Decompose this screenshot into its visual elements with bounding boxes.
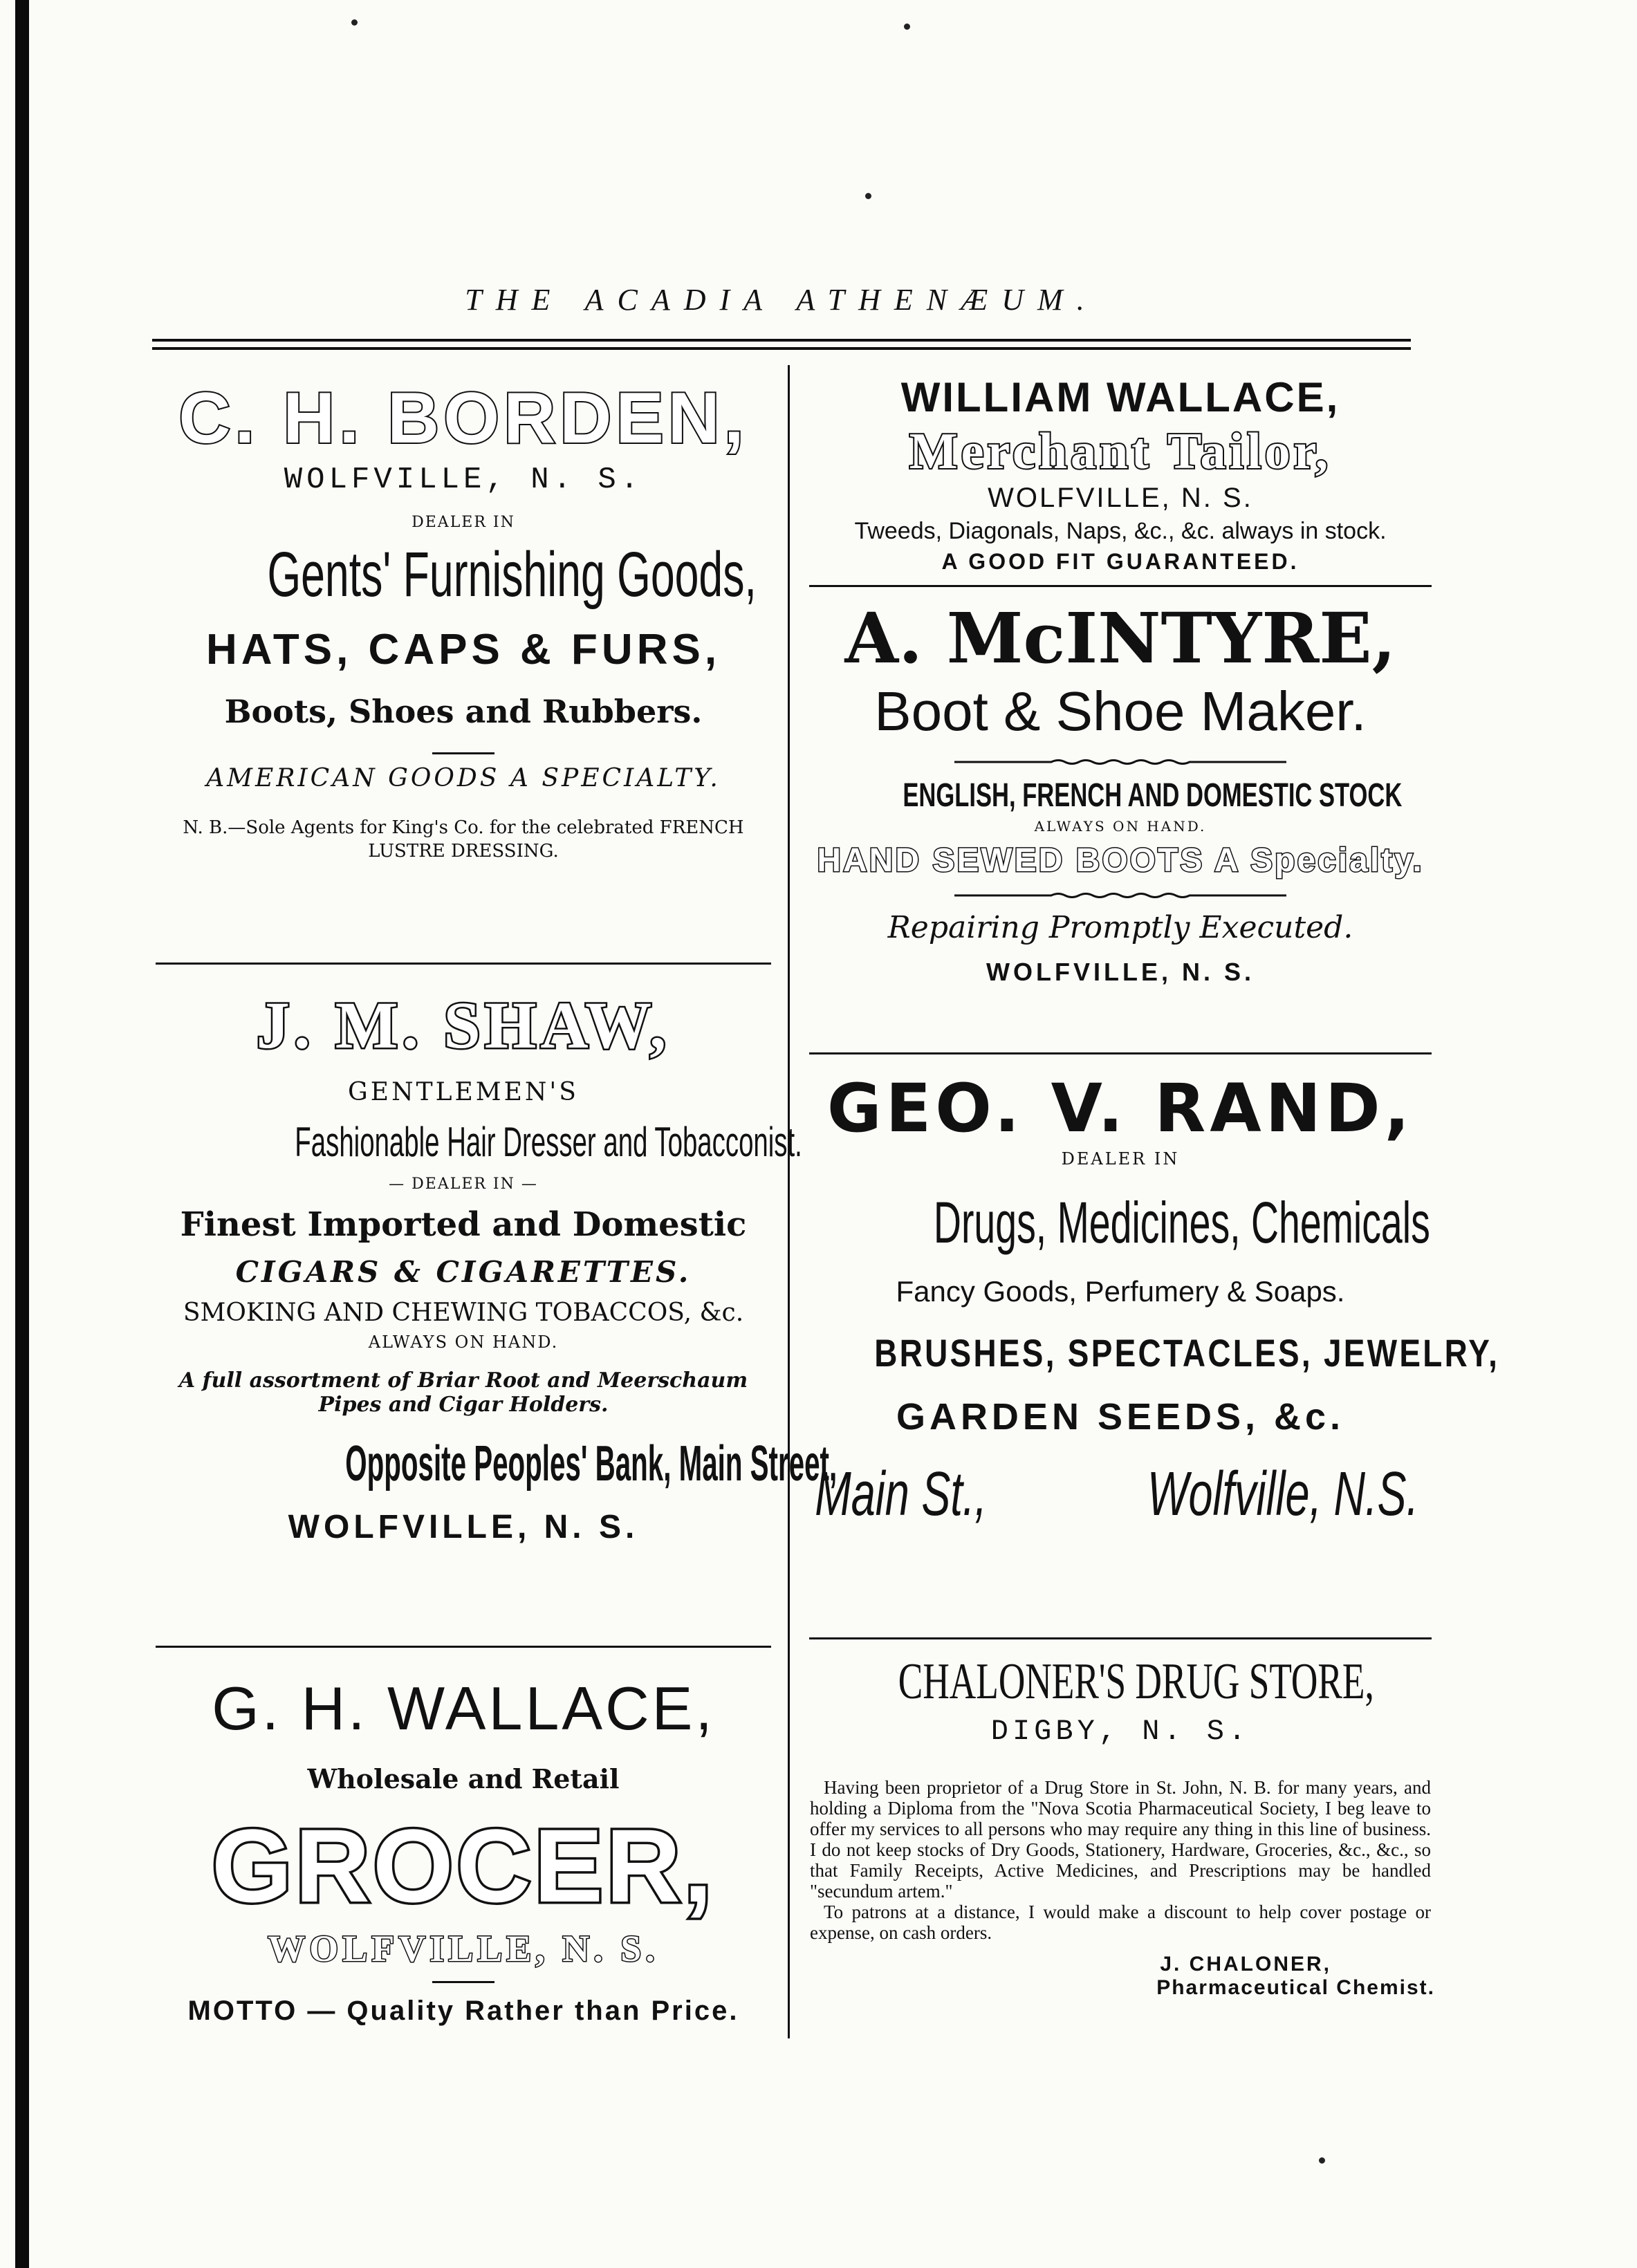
ad-separator — [809, 1052, 1432, 1054]
ad-line: ALWAYS ON HAND. — [368, 1332, 559, 1352]
ad-grocer: GROCER, — [211, 1807, 716, 1924]
ad-separator — [156, 1646, 771, 1648]
ad-line: ENGLISH, FRENCH AND DOMESTIC STOCK — [903, 777, 1403, 814]
ad-title: J. M. SHAW, — [256, 988, 671, 1062]
ad-place: WOLFVILLE, N. S. — [986, 958, 1255, 986]
print-speck — [1319, 2157, 1325, 2164]
header-rule — [152, 339, 1411, 342]
ad-line: CIGARS & CIGARETTES. — [235, 1255, 692, 1289]
ad-motto: MOTTO — Quality Rather than Price. — [187, 1996, 739, 2026]
ad-town: Wolfville, N.S. — [1147, 1460, 1418, 1529]
ad-trade: Merchant Tailor, — [909, 423, 1332, 480]
ad-address — [806, 1456, 1435, 1532]
ad-note: Pipes and Cigar Holders. — [318, 1393, 609, 1417]
short-rule — [432, 752, 494, 754]
ad-place: WOLFVILLE, N. S. — [284, 463, 643, 497]
ad-chaloner — [806, 1653, 1435, 2000]
ad-line: Tweeds, Diagonals, Naps, &c., &c. always in stock. — [854, 518, 1387, 544]
ad-mcintyre — [806, 598, 1435, 987]
ad-signature: J. CHALONER, — [1160, 1953, 1331, 1976]
dealer-in-label: DEALER IN — [1061, 1149, 1180, 1169]
ad-title: C. H. BORDEN, — [178, 378, 748, 458]
ad-separator — [809, 1637, 1432, 1639]
ad-note: N. B.—Sole Agents for King's Co. for the celebrated FRENCH — [183, 817, 744, 838]
ad-place: WOLFVILLE, N. S. — [268, 1928, 659, 1969]
ad-line: SMOKING AND CHEWING TOBACCOS, &c. — [183, 1299, 744, 1327]
ad-title: G. H. WALLACE, — [212, 1674, 715, 1742]
ad-address: Opposite Peoples' Bank, Main Street, — [345, 1436, 838, 1491]
ad-title: A. McINTYRE, — [844, 597, 1396, 679]
ad-specialty: AMERICAN GOODS A SPECIALTY. — [206, 764, 721, 792]
ad-william-wallace — [806, 373, 1435, 575]
ad-paragraph: Having been proprietor of a Drug Store in St. John, N. B. for many years, and holding a Diploma from the "Nova Scotia Pharmaceutical Society, I beg leave to offer my services to all persons who may require any thing in this line of business. I do not keep stocks of Dry Goods, Stationery, Hardware, Groceries, &c., &c., so that Family Receipts, Active Medicines, and Prescriptions may be handled "secundum artem." — [810, 1777, 1431, 1902]
ad-line: BRUSHES, SPECTACLES, JEWELRY, — [874, 1331, 1500, 1375]
ad-line: HATS, CAPS & FURS, — [205, 626, 721, 673]
ad-gh-wallace — [152, 1673, 775, 2027]
ad-line: Fancy Goods, Perfumery & Soaps. — [896, 1275, 1345, 1308]
running-head: THE ACADIA ATHENÆUM. — [465, 283, 1098, 317]
ad-line: Finest Imported and Domestic — [180, 1205, 747, 1244]
ad-signature-title: Pharmaceutical Chemist. — [1156, 1976, 1435, 1999]
wavy-rule — [954, 757, 1286, 767]
header-rule — [152, 347, 1411, 350]
wavy-rule — [954, 891, 1286, 900]
ad-trade: Boot & Shoe Maker. — [874, 680, 1367, 742]
ad-separator — [156, 963, 771, 965]
ad-borden — [152, 377, 775, 862]
ad-line: A GOOD FIT GUARANTEED. — [941, 549, 1300, 574]
ad-title: CHALONER'S DRUG STORE, — [898, 1653, 1374, 1710]
ad-rand — [806, 1070, 1500, 1532]
print-speck — [904, 24, 910, 30]
print-speck — [865, 193, 871, 199]
ad-separator — [809, 585, 1432, 587]
ad-subtitle: GENTLEMEN'S — [348, 1078, 579, 1106]
dealer-in-label: DEALER IN — [411, 514, 515, 531]
ad-line: Boots, Shoes and Rubbers. — [224, 693, 703, 730]
ad-place: WOLFVILLE, N. S. — [988, 483, 1253, 513]
ad-line: Repairing Promptly Executed. — [887, 910, 1353, 945]
ad-line: GARDEN SEEDS, &c. — [896, 1396, 1345, 1438]
column-divider — [788, 365, 790, 2038]
ad-place: WOLFVILLE, N. S. — [288, 1509, 639, 1545]
ad-street: Main St., — [815, 1460, 987, 1529]
ad-place: DIGBY, N. S. — [990, 1715, 1250, 1748]
dealer-in-label: — DEALER IN — — [389, 1175, 538, 1193]
page-binding-edge — [15, 0, 29, 2268]
short-rule — [432, 1981, 494, 1983]
ad-paragraph: To patrons at a distance, I would make a discount to help cover postage or expense, on cash orders. — [810, 1902, 1431, 1943]
ad-subtitle: Wholesale and Retail — [307, 1763, 620, 1794]
ad-line: Drugs, Medicines, Chemicals — [933, 1190, 1430, 1255]
ad-shaw — [152, 985, 838, 1546]
ad-note: A full assortment of Briar Root and Meerschaum — [178, 1368, 748, 1393]
ad-note: LUSTRE DRESSING. — [368, 841, 559, 862]
ad-body — [806, 1777, 1435, 1943]
print-speck — [351, 19, 358, 26]
ad-title: WILLIAM WALLACE, — [900, 374, 1340, 420]
ad-line: ALWAYS ON HAND. — [1034, 818, 1207, 835]
ad-trade: Fashionable Hair Dresser and Tobacconist. — [295, 1119, 802, 1165]
ad-title: GEO. V. RAND, — [826, 1070, 1414, 1147]
ad-specialty: HAND SEWED BOOTS A Specialty. — [817, 842, 1424, 879]
ad-line: Gents' Furnishing Goods, — [267, 539, 757, 610]
